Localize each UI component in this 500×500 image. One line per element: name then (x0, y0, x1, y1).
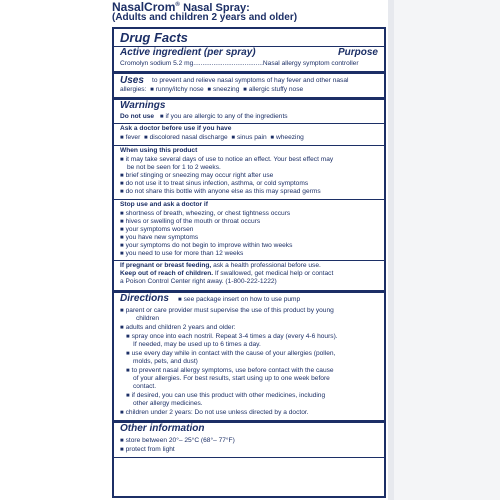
when-using-item: ■ it may take several days of use to notice an effect. Your best effect may (120, 156, 333, 164)
directions-intro: ■ see package insert on how to use pump (178, 296, 300, 304)
drug-facts-panel (112, 27, 386, 498)
directions-subitem: molds, pets, and dust) (133, 358, 198, 365)
do-not-use: Do not use ■ if you are allergic to any of the ingredients (120, 113, 288, 121)
ask-doctor-heading: Ask a doctor before use if you have (120, 125, 232, 132)
directions-subitem: If needed, may be used up to 6 times a day. (133, 341, 261, 348)
when-using-item: ■ do not use it to treat sinus infection, asthma, or cold symptoms (120, 180, 308, 188)
divider (114, 457, 384, 458)
keep-out-warning: Keep out of reach of children. If swallowed, get medical help or contact (120, 270, 334, 277)
when-using-item: ■ do not share this bottle with anyone else as this may spread germs (120, 188, 321, 196)
stop-use-item: ■ you have new symptoms (120, 234, 198, 242)
directions-item: ■ parent or care provider must supervise the use of this product by young (120, 307, 334, 315)
audience-note: (Adults and children 2 years and older) (112, 12, 298, 23)
light-info: ■ protect from light (120, 446, 175, 454)
pregnancy-warning: If pregnant or breast feeding, ask a health professional before use. (120, 262, 321, 269)
uses-heading: Uses (120, 75, 144, 86)
other-info-heading: Other information (120, 423, 205, 434)
ask-doctor-items: ■ fever ■ discolored nasal discharge ■ sinus pain ■ wheezing (120, 134, 304, 142)
uses-line-2: allergies: ■ runny/itchy nose ■ sneezing ■ allergic stuffy nose (120, 86, 303, 94)
directions-subitem: other allergy medicines. (133, 400, 203, 407)
directions-item: children (136, 315, 160, 322)
package-fold-shadow (388, 0, 394, 500)
directions-subitem: ■ use every day while in contact with the cause of your allergies (pollen, (126, 350, 335, 358)
section-rule (114, 71, 384, 74)
directions-subitem: ■ spray once into each nostril. Repeat 3-4 times a day (every 4-6 hours). (126, 333, 338, 341)
purpose-heading: Purpose (337, 47, 378, 58)
drug-facts-title: Drug Facts (120, 30, 188, 45)
stop-use-item: ■ you need to use for more than 12 weeks (120, 250, 243, 258)
when-using-heading: When using this product (120, 147, 198, 154)
when-using-item: be not be seen for 1 to 2 weeks. (127, 164, 221, 171)
stop-use-heading: Stop use and ask a doctor if (120, 201, 208, 208)
warnings-heading: Warnings (120, 100, 166, 111)
directions-heading: Directions (120, 293, 169, 304)
directions-subitem: of your allergies. For best results, start using up to one week before (133, 375, 330, 382)
directions-subitem: contact. (133, 383, 157, 390)
poison-control: a Poison Control Center right away. (1-800-222-1222) (120, 278, 277, 285)
stop-use-item: ■ your symptoms worsen (120, 226, 193, 234)
directions-subitem: ■ if desired, you can use this product with other medicines, including (126, 392, 325, 400)
product-form: Nasal Spray: (183, 2, 250, 14)
ingredient-line: Cromolyn sodium 5.2 mg......................................Nasal allergy symptom controller (120, 60, 359, 67)
divider (114, 260, 384, 261)
package-side-panel (388, 0, 500, 500)
divider (114, 123, 384, 124)
package-cutout (314, 476, 332, 496)
stop-use-item: ■ hives or swelling of the mouth or throat occurs (120, 218, 260, 226)
active-ingredient-heading: Active ingredient (per spray) (120, 47, 256, 58)
directions-item: ■ children under 2 years: Do not use unless directed by a doctor. (120, 409, 309, 417)
divider (114, 145, 384, 146)
uses-line-1: to prevent and relieve nasal symptoms of hay fever and other nasal (152, 77, 349, 84)
directions-item: ■ adults and children 2 years and older: (120, 324, 236, 332)
when-using-item: ■ brief stinging or sneezing may occur right after use (120, 172, 273, 180)
divider (114, 199, 384, 200)
storage-info: ■ store between 20°– 25°C (68°– 77°F) (120, 437, 235, 445)
stop-use-item: ■ shortness of breath, wheezing, or chest tightness occurs (120, 210, 290, 218)
brand-name: NasalCrom® Nasal Spray: (112, 0, 250, 14)
directions-subitem: ■ to prevent nasal allergy symptoms, use before contact with the cause (126, 367, 334, 375)
stop-use-item: ■ your symptoms do not begin to improve within two weeks (120, 242, 292, 250)
